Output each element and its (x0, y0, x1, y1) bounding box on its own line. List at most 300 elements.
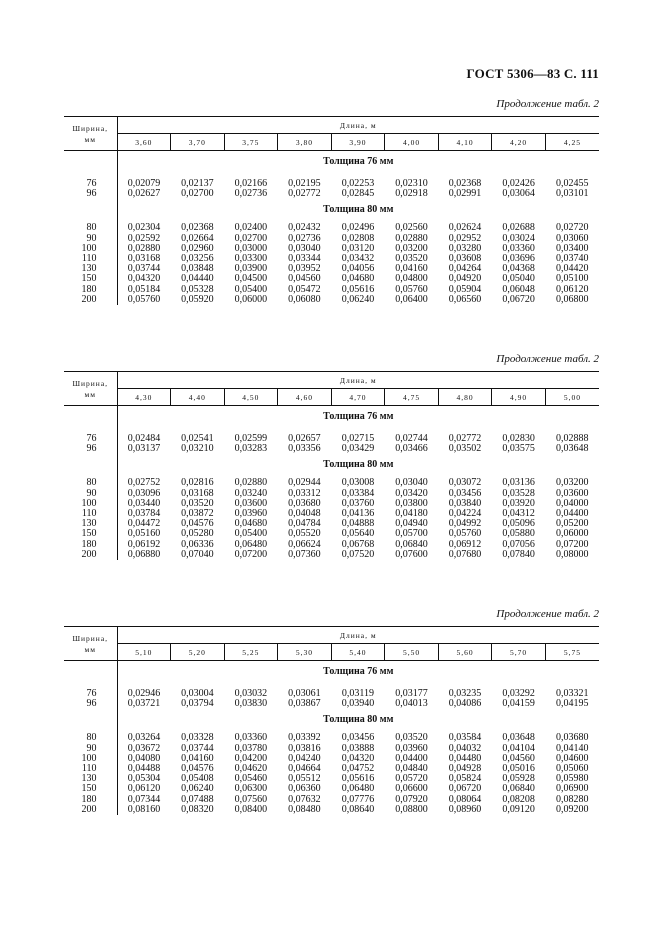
volume-cell: 0,04480 (448, 752, 482, 764)
volume-cell: 0,04472 (127, 518, 161, 530)
volume-cell: 0,07632 (288, 793, 321, 805)
width-column-header (64, 372, 117, 406)
volume-cell: 0,02368 (448, 178, 482, 190)
volume-cell: 0,02946 (127, 688, 161, 700)
section-title-row (64, 406, 599, 429)
volume-cell: 0,04032 (448, 742, 482, 754)
volume-cell: 0,03830 (234, 698, 268, 710)
volume-cell: 0,05880 (502, 528, 535, 540)
volume-cell: 0,04224 (448, 508, 482, 520)
volume-cell: 0,04440 (181, 273, 214, 285)
length-header-cell: 4,80 (438, 389, 492, 406)
volume-cell: 0,03032 (234, 688, 268, 700)
volume-cell: 0,07488 (181, 793, 214, 805)
length-header-cell: 4,40 (171, 389, 225, 406)
volume-cell: 0,02592 (127, 232, 161, 244)
row-width: 130 (64, 264, 117, 274)
row-width: 130 (64, 774, 117, 784)
row-width: 76 (64, 434, 117, 444)
volume-cell: 0,07520 (341, 548, 375, 560)
length-header-cell: 4,10 (438, 134, 492, 151)
volume-cell: 0,05760 (448, 528, 482, 540)
volume-cell: 0,06912 (448, 538, 482, 550)
length-header-cell: 4,00 (385, 134, 439, 151)
volume-cell: 0,03744 (181, 742, 214, 754)
volume-cell: 0,02195 (288, 178, 321, 190)
volume-cell: 0,03456 (341, 732, 375, 744)
volume-cell: 0,03784 (127, 508, 161, 520)
volume-cell: 0,06080 (288, 293, 321, 305)
volume-cell: 0,05824 (448, 773, 482, 785)
volume-cell: 0,03040 (288, 242, 321, 254)
volume-cell: 0,05640 (341, 528, 375, 540)
section-title: Толщина 76 мм (323, 411, 394, 422)
volume-cell: 0,03440 (127, 497, 161, 509)
length-header-cell: 3,70 (171, 134, 225, 151)
volume-cell: 0,04320 (341, 752, 375, 764)
volume-cell: 0,02599 (234, 433, 268, 445)
volume-cell: 0,07776 (341, 793, 375, 805)
volume-cell: 0,06880 (127, 548, 161, 560)
width-label: Ширина, (72, 378, 109, 388)
volume-cell: 0,05920 (181, 293, 214, 305)
volume-cell: 0,03744 (127, 263, 161, 275)
volume-cell: 0,02830 (502, 433, 535, 445)
volume-cell: 0,05060 (555, 763, 589, 775)
volume-cell: 0,02880 (127, 242, 161, 254)
volume-cell: 0,04160 (181, 752, 214, 764)
volume-cell: 0,07360 (288, 548, 321, 560)
volume-cell: 0,03060 (555, 232, 589, 244)
row-width: 150 (64, 529, 117, 539)
volume-cell: 0,02484 (127, 433, 161, 445)
volume-cell: 0,05520 (288, 528, 321, 540)
row-width: 200 (64, 295, 117, 305)
volume-cell: 0,02700 (181, 188, 214, 200)
volume-cell: 0,02166 (234, 178, 268, 190)
continuation-label: Продолжение табл. 2 (496, 608, 599, 620)
volume-cell: 0,03283 (234, 443, 268, 455)
volume-cell: 0,08960 (448, 803, 482, 815)
volume-cell: 0,07344 (127, 793, 161, 805)
volume-cell: 0,02560 (395, 222, 428, 234)
row-width: 96 (64, 189, 117, 199)
volume-cell: 0,06720 (502, 293, 535, 305)
table-header (64, 372, 599, 406)
length-header-cell: 3,90 (331, 134, 385, 151)
width-column-header (64, 627, 117, 661)
row-width: 100 (64, 499, 117, 509)
volume-cell: 0,03004 (181, 688, 214, 700)
table-block-3 (64, 606, 599, 815)
volume-cell: 0,06480 (234, 538, 268, 550)
volume-cell: 0,02304 (127, 222, 161, 234)
volume-cell: 0,02816 (181, 477, 214, 489)
volume-cell: 0,03420 (395, 487, 428, 499)
volume-cell: 0,05328 (181, 283, 214, 295)
length-header-cell: 5,00 (545, 389, 599, 406)
volume-cell: 0,05700 (395, 528, 428, 540)
volume-cell: 0,03794 (181, 698, 214, 710)
length-header-cell: 4,25 (545, 134, 599, 151)
volume-cell: 0,04056 (341, 263, 375, 275)
volume-cell: 0,04576 (181, 763, 214, 775)
table-row (64, 699, 599, 709)
volume-cell: 0,07680 (448, 548, 482, 560)
volume-cell: 0,03456 (448, 487, 482, 499)
row-width: 90 (64, 489, 117, 499)
volume-cell: 0,03168 (127, 253, 161, 265)
volume-cell: 0,07600 (395, 548, 428, 560)
volume-cell: 0,03940 (341, 698, 375, 710)
volume-cell: 0,05616 (341, 773, 375, 785)
volume-cell: 0,02400 (234, 222, 268, 234)
volume-cell: 0,03600 (555, 487, 589, 499)
volume-cell: 0,03360 (502, 242, 535, 254)
volume-cell: 0,06192 (127, 538, 161, 550)
volume-cell: 0,04680 (341, 273, 375, 285)
volume-cell: 0,08160 (127, 803, 161, 815)
volume-cell: 0,02137 (181, 178, 214, 190)
volume-cell: 0,06840 (502, 783, 535, 795)
volume-cell: 0,05720 (395, 773, 428, 785)
volume-cell: 0,07840 (502, 548, 535, 560)
volume-cell: 0,03119 (341, 688, 375, 700)
volume-cell: 0,08320 (181, 803, 214, 815)
volume-cell: 0,02700 (234, 232, 268, 244)
volume-cell: 0,02752 (127, 477, 161, 489)
volume-cell: 0,04000 (555, 497, 589, 509)
length-header-cell: 5,30 (278, 644, 332, 661)
volume-cell: 0,03200 (555, 477, 589, 489)
volume-cell: 0,05200 (555, 518, 589, 530)
volume-cell: 0,05400 (234, 528, 268, 540)
volume-cell: 0,03840 (448, 497, 482, 509)
section-title: Толщина 76 мм (323, 666, 394, 677)
volume-cell: 0,03064 (502, 188, 535, 200)
volume-cell: 0,02715 (341, 433, 375, 445)
volume-cell: 0,04195 (555, 698, 589, 710)
volume-cell: 0,04500 (234, 273, 268, 285)
section-title-row (64, 661, 599, 684)
section-title: Толщина 76 мм (323, 156, 394, 167)
volume-cell: 0,03200 (395, 242, 428, 254)
volume-cell: 0,03328 (181, 732, 214, 744)
volume-cell: 0,05160 (127, 528, 161, 540)
volume-cell: 0,03356 (288, 443, 321, 455)
row-width: 100 (64, 244, 117, 254)
volume-cell: 0,02736 (288, 232, 321, 244)
data-table (64, 626, 599, 815)
volume-cell: 0,02960 (181, 242, 214, 254)
volume-cell: 0,03960 (234, 508, 268, 520)
volume-cell: 0,06120 (555, 283, 589, 295)
table-body (64, 406, 599, 560)
volume-cell: 0,02310 (395, 178, 428, 190)
length-header-cell: 4,50 (224, 389, 278, 406)
volume-cell: 0,05400 (234, 283, 268, 295)
volume-cell: 0,04784 (288, 518, 321, 530)
volume-cell: 0,02657 (288, 433, 321, 445)
volume-cell: 0,04086 (448, 698, 482, 710)
volume-cell: 0,04159 (502, 698, 535, 710)
volume-cell: 0,02991 (448, 188, 482, 200)
volume-cell: 0,05760 (127, 293, 161, 305)
table-row (64, 784, 599, 794)
volume-cell: 0,06400 (395, 293, 428, 305)
volume-cell: 0,03096 (127, 487, 161, 499)
volume-cell: 0,04600 (555, 752, 589, 764)
volume-cell: 0,08800 (395, 803, 428, 815)
data-table (64, 116, 599, 305)
volume-cell: 0,04940 (395, 518, 428, 530)
volume-cell: 0,02744 (395, 433, 428, 445)
volume-cell: 0,03040 (395, 477, 428, 489)
volume-cell: 0,05760 (395, 283, 428, 295)
volume-cell: 0,04576 (181, 518, 214, 530)
table-row (64, 189, 599, 199)
volume-cell: 0,02845 (341, 188, 375, 200)
row-width: 76 (64, 689, 117, 699)
table-block-2 (64, 351, 599, 560)
volume-cell: 0,04013 (395, 698, 428, 710)
volume-cell: 0,03848 (181, 263, 214, 275)
volume-cell: 0,02432 (288, 222, 321, 234)
volume-cell: 0,05100 (555, 273, 589, 285)
row-width: 96 (64, 699, 117, 709)
volume-cell: 0,04800 (395, 273, 428, 285)
length-header-cell: 5,10 (117, 644, 171, 661)
volume-cell: 0,05184 (127, 283, 161, 295)
volume-cell: 0,04488 (127, 763, 161, 775)
volume-cell: 0,03502 (448, 443, 482, 455)
row-width: 80 (64, 733, 117, 743)
volume-cell: 0,04368 (502, 263, 535, 275)
volume-cell: 0,03920 (502, 497, 535, 509)
volume-cell: 0,03137 (127, 443, 161, 455)
row-width: 80 (64, 223, 117, 233)
volume-cell: 0,02627 (127, 188, 161, 200)
length-header-cell: 5,60 (438, 644, 492, 661)
volume-cell: 0,02888 (555, 433, 589, 445)
length-header-cell: 5,50 (385, 644, 439, 661)
volume-cell: 0,04080 (127, 752, 161, 764)
table-row (64, 274, 599, 284)
length-header-cell: 5,25 (224, 644, 278, 661)
volume-cell: 0,07920 (395, 793, 428, 805)
table-body (64, 151, 599, 305)
row-width: 180 (64, 795, 117, 805)
section-title-row (64, 454, 599, 476)
volume-cell: 0,06240 (181, 783, 214, 795)
volume-cell: 0,03120 (341, 242, 375, 254)
volume-cell: 0,03312 (288, 487, 321, 499)
volume-cell: 0,04264 (448, 263, 482, 275)
volume-cell: 0,03888 (341, 742, 375, 754)
table-row (64, 295, 599, 305)
volume-cell: 0,03256 (181, 253, 214, 265)
volume-cell: 0,02541 (181, 433, 214, 445)
volume-cell: 0,06000 (234, 293, 268, 305)
length-header-cell: 5,20 (171, 644, 225, 661)
volume-cell: 0,05304 (127, 773, 161, 785)
volume-cell: 0,03008 (341, 477, 375, 489)
volume-cell: 0,02455 (555, 178, 589, 190)
volume-cell: 0,04992 (448, 518, 482, 530)
volume-cell: 0,06800 (555, 293, 589, 305)
volume-cell: 0,05460 (234, 773, 268, 785)
row-width: 90 (64, 744, 117, 754)
volume-cell: 0,04840 (395, 763, 428, 775)
volume-cell: 0,03168 (181, 487, 214, 499)
volume-cell: 0,04240 (288, 752, 321, 764)
volume-cell: 0,05904 (448, 283, 482, 295)
volume-cell: 0,06720 (448, 783, 482, 795)
volume-cell: 0,06120 (127, 783, 161, 795)
volume-cell: 0,02944 (288, 477, 321, 489)
volume-cell: 0,06360 (288, 783, 321, 795)
table-row (64, 805, 599, 815)
volume-cell: 0,03360 (234, 732, 268, 744)
volume-cell: 0,04664 (288, 763, 321, 775)
volume-cell: 0,05616 (341, 283, 375, 295)
volume-cell: 0,04048 (288, 508, 321, 520)
row-width: 110 (64, 254, 117, 264)
volume-cell: 0,03024 (502, 232, 535, 244)
volume-cell: 0,05980 (555, 773, 589, 785)
row-width: 96 (64, 444, 117, 454)
section-title: Толщина 80 мм (323, 459, 394, 471)
volume-cell: 0,08064 (448, 793, 482, 805)
volume-cell: 0,03520 (395, 732, 428, 744)
volume-cell: 0,08280 (555, 793, 589, 805)
volume-cell: 0,06840 (395, 538, 428, 550)
table-row (64, 550, 599, 560)
volume-cell: 0,08640 (341, 803, 375, 815)
volume-cell: 0,04920 (448, 273, 482, 285)
section-title: Толщина 80 мм (323, 204, 394, 216)
volume-cell: 0,06624 (288, 538, 321, 550)
volume-cell: 0,03520 (181, 497, 214, 509)
length-header-cell: 4,70 (331, 389, 385, 406)
volume-cell: 0,08480 (288, 803, 321, 815)
volume-cell: 0,07560 (234, 793, 268, 805)
volume-cell: 0,03280 (448, 242, 482, 254)
volume-cell: 0,02720 (555, 222, 589, 234)
volume-cell: 0,04888 (341, 518, 375, 530)
length-header-cell: 3,60 (117, 134, 171, 151)
length-group-header: Длина, м (117, 372, 599, 389)
volume-cell: 0,03429 (341, 443, 375, 455)
volume-cell: 0,03575 (502, 443, 535, 455)
length-group-header: Длина, м (117, 117, 599, 134)
section-title: Толщина 80 мм (323, 714, 394, 726)
volume-cell: 0,04928 (448, 763, 482, 775)
volume-cell: 0,03292 (502, 688, 535, 700)
volume-cell: 0,05040 (502, 273, 535, 285)
row-width: 180 (64, 540, 117, 550)
volume-cell: 0,04400 (555, 508, 589, 520)
volume-cell: 0,03800 (395, 497, 428, 509)
volume-cell: 0,03240 (234, 487, 268, 499)
row-width: 110 (64, 509, 117, 519)
volume-cell: 0,02918 (395, 188, 428, 200)
volume-cell: 0,03584 (448, 732, 482, 744)
volume-cell: 0,03672 (127, 742, 161, 754)
volume-cell: 0,02664 (181, 232, 214, 244)
volume-cell: 0,02772 (288, 188, 321, 200)
data-table (64, 371, 599, 560)
volume-cell: 0,05016 (502, 763, 535, 775)
volume-cell: 0,02253 (341, 178, 375, 190)
volume-cell: 0,03721 (127, 698, 161, 710)
volume-cell: 0,02952 (448, 232, 482, 244)
length-header-cell: 4,75 (385, 389, 439, 406)
volume-cell: 0,04752 (341, 763, 375, 775)
volume-cell: 0,03466 (395, 443, 428, 455)
length-header-cell: 3,80 (278, 134, 332, 151)
volume-cell: 0,03072 (448, 477, 482, 489)
table-block-1 (64, 96, 599, 305)
row-width: 76 (64, 179, 117, 189)
length-header-cell: 5,40 (331, 644, 385, 661)
section-title-row (64, 151, 599, 174)
width-unit: мм (84, 389, 96, 399)
row-width: 150 (64, 784, 117, 794)
volume-cell: 0,03300 (234, 253, 268, 265)
volume-cell: 0,05280 (181, 528, 214, 540)
volume-cell: 0,06600 (395, 783, 428, 795)
volume-cell: 0,02688 (502, 222, 535, 234)
volume-cell: 0,03344 (288, 253, 321, 265)
volume-cell: 0,04312 (502, 508, 535, 520)
volume-cell: 0,06768 (341, 538, 375, 550)
length-header-cell: 4,60 (278, 389, 332, 406)
volume-cell: 0,09200 (555, 803, 589, 815)
volume-cell: 0,07056 (502, 538, 535, 550)
volume-cell: 0,07040 (181, 548, 214, 560)
volume-cell: 0,03680 (288, 497, 321, 509)
volume-cell: 0,06240 (341, 293, 375, 305)
volume-cell: 0,04180 (395, 508, 428, 520)
volume-cell: 0,05472 (288, 283, 321, 295)
volume-cell: 0,03600 (234, 497, 268, 509)
row-width: 80 (64, 478, 117, 488)
volume-cell: 0,08208 (502, 793, 535, 805)
volume-cell: 0,02880 (395, 232, 428, 244)
volume-cell: 0,03528 (502, 487, 535, 499)
volume-cell: 0,03520 (395, 253, 428, 265)
row-width: 110 (64, 764, 117, 774)
section-title-row (64, 709, 599, 731)
length-header-cell: 3,75 (224, 134, 278, 151)
volume-cell: 0,02808 (341, 232, 375, 244)
volume-cell: 0,04420 (555, 263, 589, 275)
volume-cell: 0,07200 (234, 548, 268, 560)
volume-cell: 0,02772 (448, 433, 482, 445)
volume-cell: 0,03872 (181, 508, 214, 520)
volume-cell: 0,05096 (502, 518, 535, 530)
volume-cell: 0,02736 (234, 188, 268, 200)
volume-cell: 0,05408 (181, 773, 214, 785)
width-label: Ширина, (72, 123, 109, 133)
volume-cell: 0,06300 (234, 783, 268, 795)
volume-cell: 0,04680 (234, 518, 268, 530)
volume-cell: 0,04104 (502, 742, 535, 754)
volume-cell: 0,06000 (555, 528, 589, 540)
volume-cell: 0,04560 (502, 752, 535, 764)
volume-cell: 0,08400 (234, 803, 268, 815)
